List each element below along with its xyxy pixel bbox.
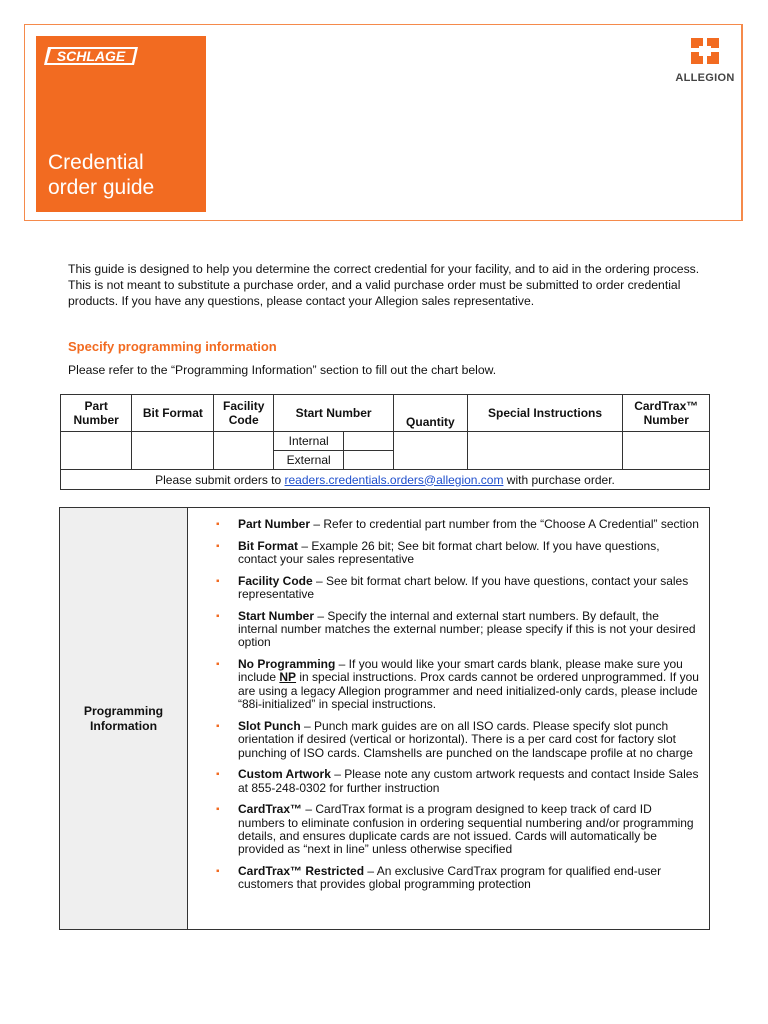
- item-term: Bit Format: [238, 538, 298, 553]
- submit-prefix: Please submit orders to: [155, 472, 285, 487]
- item-term: Facility Code: [238, 573, 313, 588]
- order-row-internal: [61, 432, 710, 451]
- col-cardtrax-number: CardTrax™ Number: [623, 395, 710, 432]
- title-line-1: Credential: [48, 151, 144, 174]
- item-text: – Refer to credential part number from the “Choose A Credential” section: [310, 517, 699, 531]
- item-text: in special instructions. Prox cards cannot be ordered unprogrammed. If you are using a legacy Allegion programmer and need initialized-only cards, please include “88i-initialized” in special instructions.: [238, 670, 699, 712]
- item-term: Start Number: [238, 608, 315, 623]
- order-table-header-row: [61, 395, 710, 432]
- list-item: [210, 865, 701, 892]
- label-internal: Internal: [273, 432, 343, 451]
- programming-info-table: [59, 507, 710, 930]
- col-special-instructions: Special Instructions: [467, 395, 623, 432]
- cell-part-number[interactable]: [61, 432, 132, 470]
- item-term: CardTrax™ Restricted: [238, 864, 365, 879]
- item-text: – Example 26 bit; See bit format chart below. If you have questions, contact your sales representative: [238, 538, 660, 566]
- schlage-wordmark: SCHLAGE: [56, 48, 126, 64]
- list-item: [210, 575, 701, 602]
- list-item: [210, 768, 701, 795]
- submit-suffix: with purchase order.: [503, 472, 615, 487]
- col-facility-code: Facility Code: [214, 395, 274, 432]
- col-start-number: Start Number: [273, 395, 393, 432]
- section-heading: Specify programming information: [68, 339, 277, 354]
- list-item: [210, 803, 701, 857]
- list-item: [210, 518, 701, 531]
- col-bit-format: Bit Format: [132, 395, 214, 432]
- page-title: [48, 150, 154, 200]
- refer-text: Please refer to the “Programming Information” section to fill out the chart below.: [68, 363, 497, 377]
- cell-special-instructions[interactable]: [467, 432, 623, 470]
- item-term: Part Number: [238, 517, 311, 531]
- allegion-mark-icon: [687, 36, 723, 70]
- cell-internal-start[interactable]: [344, 432, 394, 451]
- schlage-logo: [44, 46, 138, 66]
- title-line-2: order guide: [48, 176, 155, 199]
- item-text: – An exclusive CardTrax program for qualified end-user customers that provides global programming protection: [238, 864, 662, 892]
- item-text: – See bit format chart below. If you have questions, contact your sales representative: [238, 573, 689, 601]
- cell-quantity[interactable]: [394, 432, 467, 470]
- item-term: Slot Punch: [238, 718, 301, 733]
- cell-cardtrax-number[interactable]: [623, 432, 710, 470]
- item-text: – Punch mark guides are on all ISO cards. Please specify slot punch orientation if desired (vertical or horizontal). There is a per card cost for factory slot punching of ISO cards. Clamshells are punched on the landscape profile at no charge: [238, 718, 693, 760]
- intro-paragraph: This guide is designed to help you determine the correct credential for your facility, and to aid in the ordering process. This is not meant to substitute a purchase order, and a valid purchase order must be submitted to order credential products. If you have any questions, please contact your Allegion sales representative.: [68, 262, 700, 308]
- list-item: [210, 658, 701, 712]
- programming-info-body: [188, 508, 710, 930]
- submit-row: [61, 470, 710, 490]
- order-table: [60, 394, 710, 490]
- col-part-number: Part Number: [61, 395, 132, 432]
- submit-email-link[interactable]: readers.credentials.orders@allegion.com: [284, 472, 504, 487]
- allegion-logo: [670, 36, 740, 88]
- np-code: NP: [279, 670, 297, 685]
- item-term: CardTrax™: [238, 802, 303, 817]
- label-external: External: [273, 451, 343, 470]
- list-item: [210, 720, 701, 760]
- programming-info-label: Programming Information: [60, 508, 188, 930]
- cell-bit-format[interactable]: [132, 432, 214, 470]
- list-item: [210, 610, 701, 650]
- item-text: – If you would like your smart cards blank, please make sure you include: [238, 657, 683, 685]
- programming-list: [210, 518, 701, 892]
- col-quantity: Quantity: [394, 395, 467, 432]
- item-text: – Specify the internal and external start numbers. By default, the internal number matches the external number; please specify if this is not your desired option: [238, 608, 696, 650]
- list-item: [210, 540, 701, 567]
- item-term: Custom Artwork: [238, 767, 331, 782]
- item-text: – CardTrax format is a program designed to keep track of card ID numbers to eliminate confusion in ordering sequential numbering and/or programming details, and ensures duplicate cards are not issued. Cards will automatically be provided as “next in line” unless otherwise specified: [238, 802, 694, 857]
- cell-facility-code[interactable]: [214, 432, 274, 470]
- item-text: – Please note any custom artwork requests and contact Inside Sales at 855-248-0302 for further instruction: [238, 767, 699, 795]
- cell-external-start[interactable]: [344, 451, 394, 470]
- item-term: No Programming: [238, 657, 336, 671]
- allegion-wordmark: ALLEGION: [675, 72, 735, 84]
- submit-note: [61, 470, 710, 490]
